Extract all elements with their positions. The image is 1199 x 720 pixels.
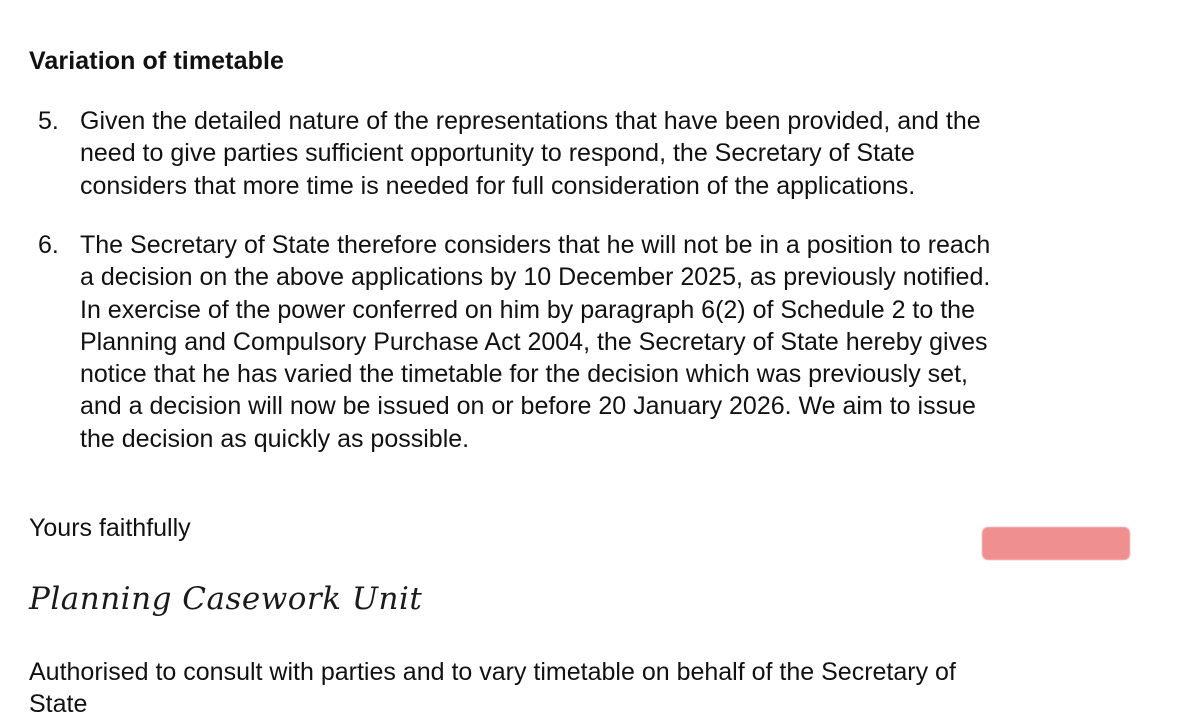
authorisation-statement bbox=[29, 656, 1149, 720]
paragraph-text bbox=[80, 105, 1148, 202]
paragraph-number: 5. bbox=[38, 107, 59, 135]
paragraph-line: need to give parties sufficient opportunity to respond, the Secretary of State bbox=[80, 139, 915, 168]
section-heading: Variation of timetable bbox=[29, 47, 285, 75]
closing-salutation: Yours faithfully bbox=[29, 514, 191, 542]
paragraph-line: the decision as quickly as possible. bbox=[80, 424, 470, 453]
authorisation-line: Authorised to consult with parties and to vary timetable on behalf of the Secretary of bbox=[29, 658, 956, 686]
signature: Planning Casework Unit bbox=[29, 581, 423, 617]
redaction-mark bbox=[982, 527, 1130, 560]
paragraph-line: and a decision will now be issued on or before 20 January 2026. We aim to issue bbox=[80, 392, 976, 421]
paragraph-line: a decision on the above applications by 10 December 2025, as previously notified. bbox=[80, 263, 991, 292]
paragraph-line: considers that more time is needed for full consideration of the applications. bbox=[80, 171, 916, 200]
numbered-paragraph bbox=[38, 105, 1148, 202]
paragraph-line: Planning and Compulsory Purchase Act 2004, the Secretary of State hereby gives bbox=[80, 327, 988, 356]
paragraph-line: In exercise of the power conferred on him by paragraph 6(2) of Schedule 2 to the bbox=[80, 295, 975, 324]
authorisation-line: State bbox=[29, 690, 88, 718]
paragraph-line: The Secretary of State therefore considers that he will not be in a position to reach bbox=[80, 231, 991, 259]
paragraph-text bbox=[80, 229, 1148, 455]
paragraph-line: notice that he has varied the timetable for the decision which was previously set, bbox=[80, 360, 968, 389]
numbered-paragraph bbox=[38, 229, 1148, 455]
paragraph-line: Given the detailed nature of the representations that have been provided, and the bbox=[80, 107, 981, 135]
paragraph-number: 6. bbox=[38, 231, 59, 259]
